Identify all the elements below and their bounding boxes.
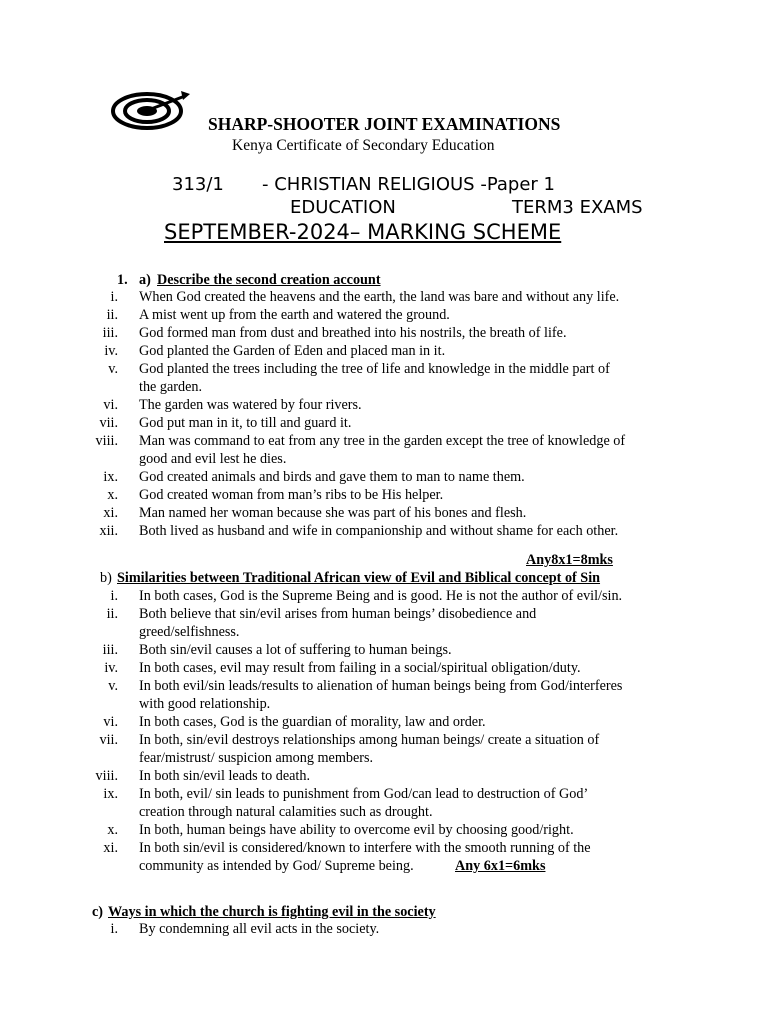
point-number: vii. [99,415,118,431]
point-text: A mist went up from the earth and watered the ground. [139,307,450,323]
point-text: Man was command to eat from any tree in the garden except the tree of knowledge of [139,433,626,449]
part-b-title: Similarities between Traditional African view of Evil and Biblical concept of Sin [117,570,601,586]
part-b-marks: Any 6x1=6mks [455,858,546,874]
point-number: iii. [102,325,118,341]
point-text: Both lived as husband and wife in companionship and without shame for each other. [139,523,619,539]
point-text: The garden was watered by four rivers. [139,397,362,413]
point-text: Both believe that sin/evil arises from human beings’ disobedience and [139,606,537,622]
point-text: the garden. [139,379,203,395]
point-text: community as intended by God/ Supreme being. [139,858,414,874]
point-text: fear/mistrust/ suspicion among members. [139,750,374,766]
subject-title-continued: EDUCATION [290,197,396,218]
point-number: i. [110,588,118,604]
point-number: i. [110,921,118,937]
point-text: God formed man from dust and breathed into his nostrils, the breath of life. [139,325,567,341]
point-number: iv. [104,343,118,359]
point-number: i. [110,289,118,305]
point-text: In both cases, God is the guardian of morality, law and order. [139,714,486,730]
certificate-name: Kenya Certificate of Secondary Education [232,137,495,154]
point-number: viii. [95,768,118,784]
point-text: God planted the trees including the tree of life and knowledge in the middle part of [139,361,610,377]
point-text: In both sin/evil leads to death. [139,768,311,784]
point-text: In both evil/sin leads/results to alienation of human beings being from God/interferes [139,678,623,694]
point-text: In both cases, evil may result from failing in a social/spiritual obligation/duty. [139,660,581,676]
point-text: greed/selfishness. [139,624,240,640]
point-text: God created animals and birds and gave them to man to name them. [139,469,525,485]
point-number: xi. [103,840,118,856]
point-text: In both cases, God is the Supreme Being and is good. He is not the author of evil/sin. [139,588,623,604]
point-number: viii. [95,433,118,449]
point-number: xii. [99,523,118,539]
part-a-title: Describe the second creation account [157,272,381,288]
part-a-label: a) [139,272,151,288]
point-text: In both, sin/evil destroys relationships among human beings/ create a situation of [139,732,600,748]
subject-title: - CHRISTIAN RELIGIOUS -Paper 1 [262,174,555,195]
point-text: In both, human beings have ability to overcome evil by choosing good/right. [139,822,574,838]
point-number: v. [108,678,118,694]
point-number: x. [107,822,118,838]
point-number: x. [107,487,118,503]
target-logo-icon [111,90,191,130]
point-number: vi. [103,397,118,413]
organization-name: SHARP-SHOOTER JOINT EXAMINATIONS [208,114,561,134]
point-number: ii. [106,606,118,622]
point-text: By condemning all evil acts in the society. [139,921,380,937]
term-label: TERM3 EXAMS [512,197,643,218]
point-number: iv. [104,660,118,676]
point-text: Both sin/evil causes a lot of suffering to human beings. [139,642,452,658]
point-text: with good relationship. [139,696,271,712]
point-number: ii. [106,307,118,323]
point-number: ix. [103,786,118,802]
part-b-label: b) [100,570,112,586]
point-number: ix. [103,469,118,485]
point-text: good and evil lest he dies. [139,451,287,467]
point-text: When God created the heavens and the earth, the land was bare and without any life. [139,289,620,305]
paper-code: 313/1 [172,174,224,195]
point-number: xi. [103,505,118,521]
point-text: Man named her woman because she was part of his bones and flesh. [139,505,527,521]
point-text: In both sin/evil is considered/known to interfere with the smooth running of the [139,840,591,856]
point-number: vii. [99,732,118,748]
point-text: God planted the Garden of Eden and placed man in it. [139,343,446,359]
marking-scheme-title: SEPTEMBER-2024– MARKING SCHEME [164,220,562,244]
part-c-label: c) [92,904,104,920]
point-number: iii. [102,642,118,658]
point-text: In both, evil/ sin leads to punishment from God/can lead to destruction of God’ [139,786,589,802]
point-text: God created woman from man’s ribs to be His helper. [139,487,444,503]
question-number: 1. [117,272,128,288]
part-c-title: Ways in which the church is fighting evil in the society [108,904,436,920]
point-text: creation through natural calamities such as drought. [139,804,433,820]
point-number: v. [108,361,118,377]
part-a-marks: Any8x1=8mks [526,552,613,568]
point-text: God put man in it, to till and guard it. [139,415,352,431]
point-number: vi. [103,714,118,730]
